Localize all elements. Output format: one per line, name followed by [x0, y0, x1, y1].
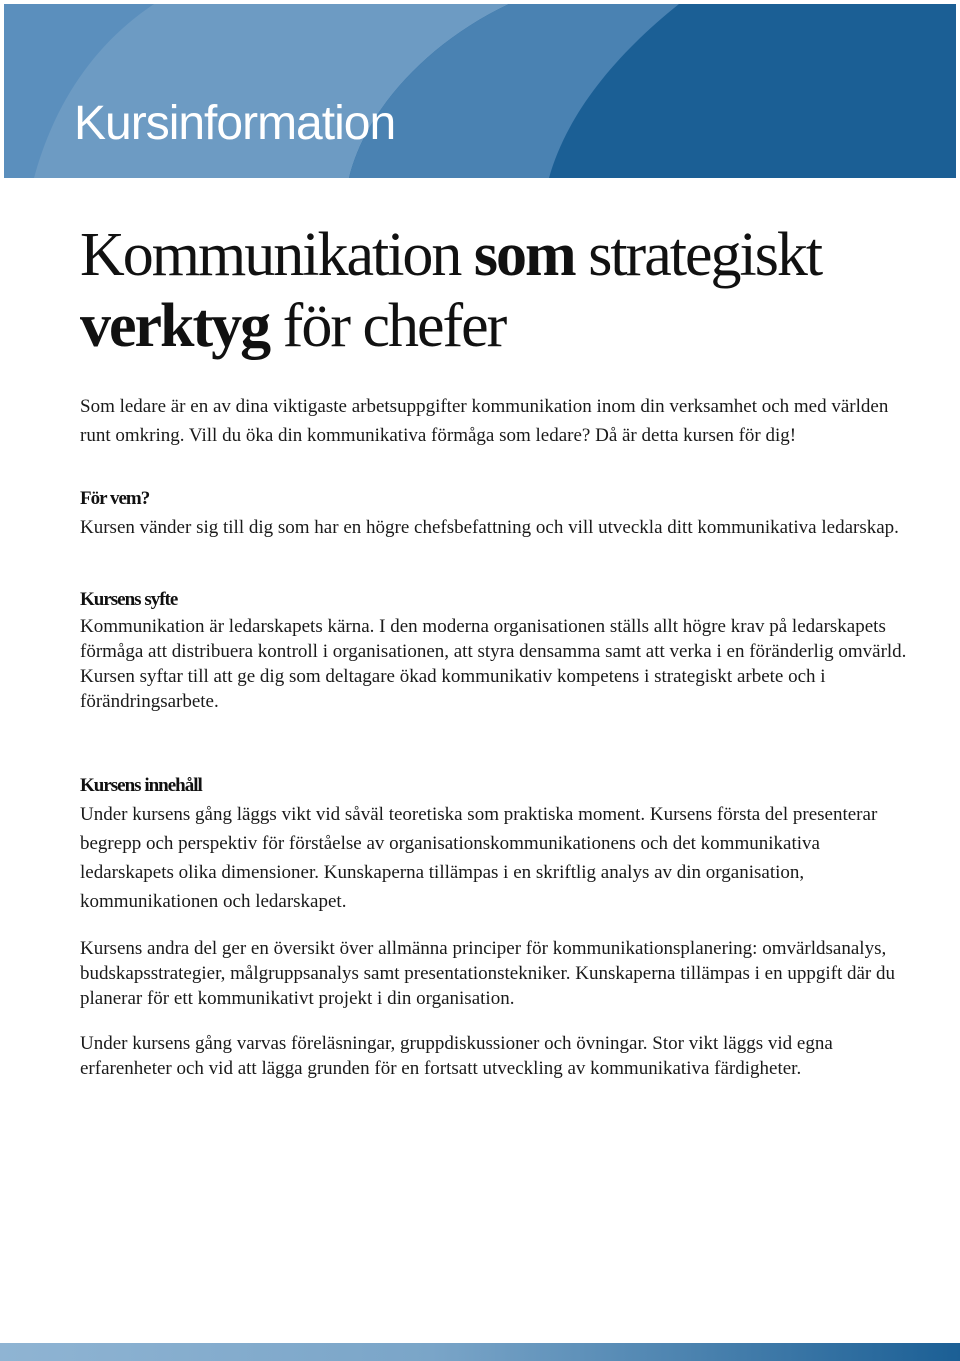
title-part-1: Kommunikation — [80, 221, 474, 289]
section-paragraph: Under kursens gång läggs vikt vid såväl teoretiska som praktiska moment. Kursens första del presenterar begrepp och perspektiv för förståelse av organisationskommunikationens och det kommunikativa ledarskapets olika dimensioner. Kunskaperna tillämpas i en skriftlig analys av din organisation, kommunikationen och ledarskapet. — [80, 804, 878, 912]
page-title — [80, 220, 910, 362]
section-heading: Kursens syfte — [80, 589, 178, 610]
intro-paragraph: Som ledare är en av dina viktigaste arbetsuppgifter kommunikation inom din verksamhet och med världen runt omkring. Vill du öka din kommunikativa förmåga som ledare? Då är detta kursen för dig! — [80, 396, 889, 446]
section-kursens-syfte — [80, 585, 910, 714]
banner-wave-graphic — [4, 4, 956, 178]
section-paragraph: Under kursens gång varvas föreläsningar, gruppdiskussioner och övningar. Stor vikt läggs vid egna erfarenheter och vid att lägga grunden för en fortsatt utveckling av kommunikativa färdigheter. — [80, 1033, 833, 1079]
section-for-vem — [80, 484, 910, 542]
section-paragraph: Kommunikation är ledarskapets kärna. I den moderna organisationen ställs allt högre krav på ledarskapets förmåga att distribuera kontroll i organisationen, att styra densamma samt att verka i en föränderlig omvärld. Kursen syftar till att ge dig som deltagare ökad kommunikativ kompetens i strategiskt arbete och i förändringsarbete. — [80, 616, 907, 712]
banner-title: Kursinformation — [74, 97, 396, 150]
section-paragraph: Kursens andra del ger en översikt över allmänna principer för kommunikationsplanering: omvärldsanalys, budskapsstrategier, målgruppsanalys samt presentationstekniker. Kunskaperna tillämpas i en uppgift där du planerar för ett kommunikativt projekt i din organisation. — [80, 938, 895, 1009]
header-banner — [4, 4, 956, 178]
title-part-2: som — [473, 221, 575, 289]
title-part-4: verktyg — [80, 292, 270, 360]
section-paragraph: Kursen vänder sig till dig som har en högre chefsbefattning och vill utveckla ditt kommunikativa ledarskap. — [80, 517, 899, 538]
section-heading: För vem? — [80, 488, 150, 509]
title-part-5: för chefer — [269, 292, 506, 360]
footer-bar — [0, 1343, 960, 1361]
title-part-3: strategiskt — [574, 221, 822, 289]
section-kursens-innehall — [80, 771, 910, 1081]
section-heading: Kursens innehåll — [80, 775, 202, 796]
document-body — [80, 220, 910, 1081]
